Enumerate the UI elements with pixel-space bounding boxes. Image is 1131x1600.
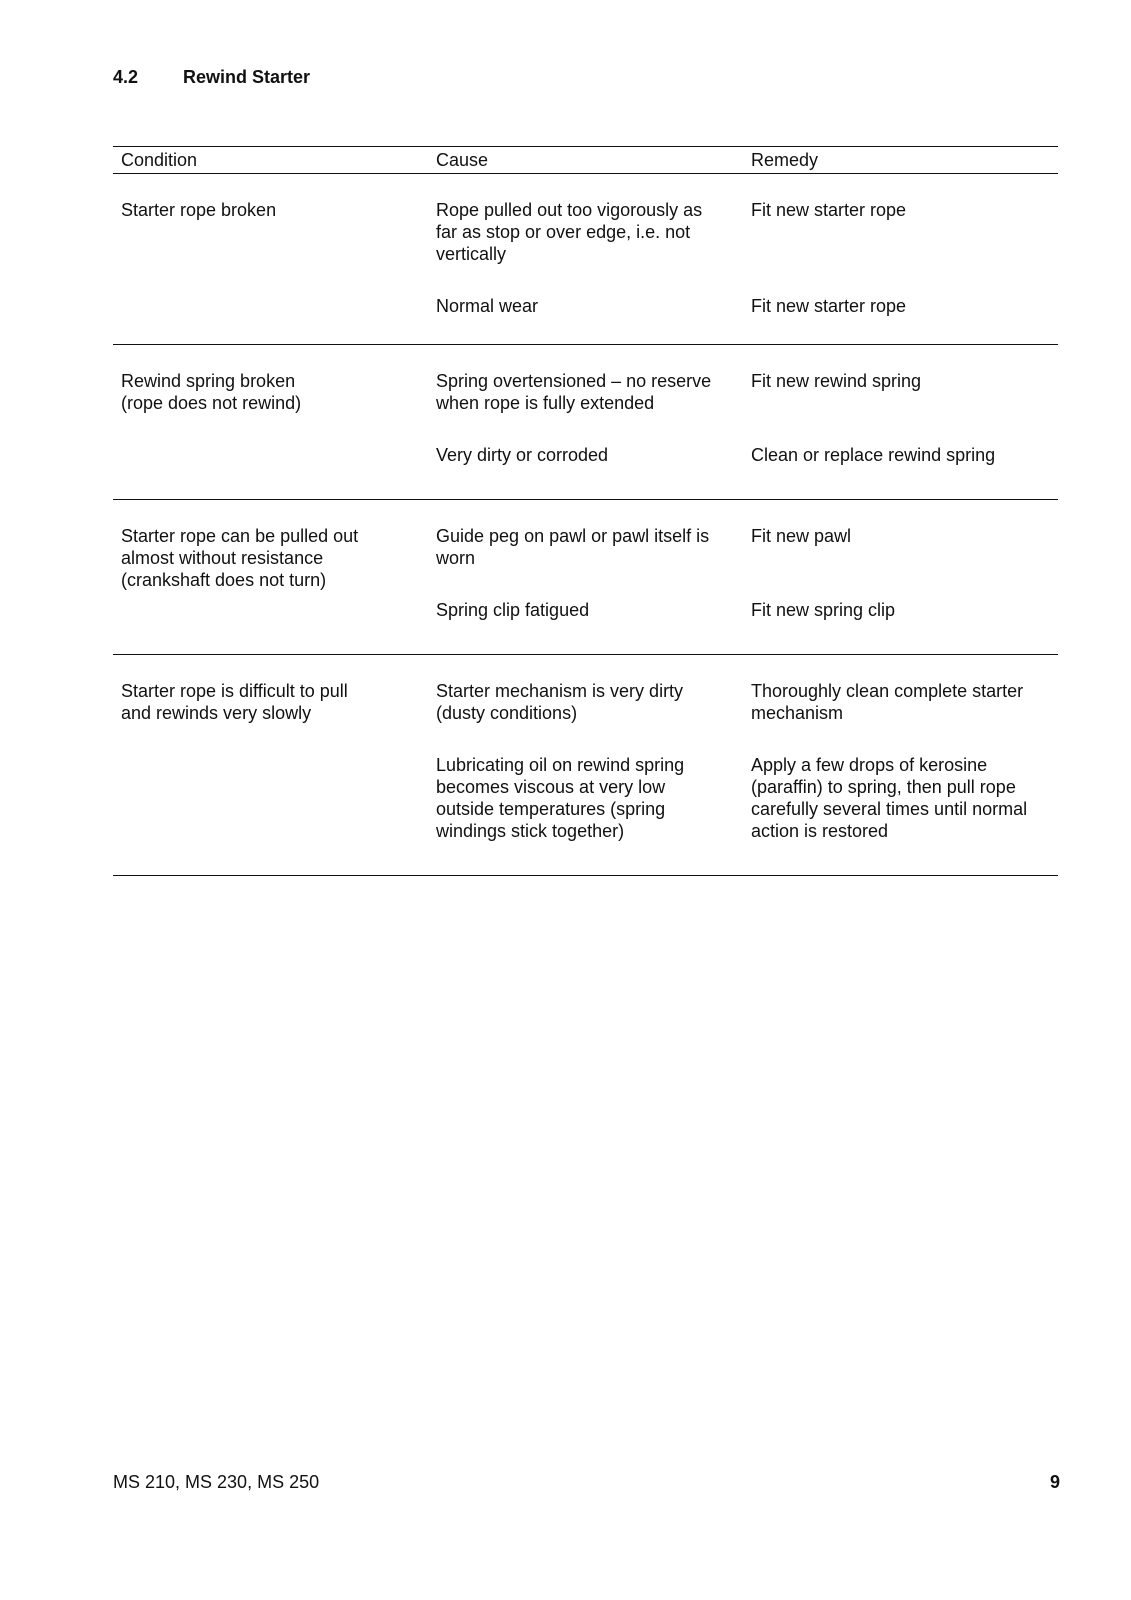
remedy-cell: Fit new pawl [751, 526, 852, 546]
section-title: Rewind Starter [183, 67, 311, 87]
cause-cell: Guide peg on pawl or pawl itself is worn [436, 526, 710, 568]
cause-cell: Rope pulled out too vigorously as far as stop or over edge, i.e. not vertically [436, 200, 703, 264]
header-remedy: Remedy [751, 150, 819, 170]
remedy-cell: Thoroughly clean complete starter mechanism [751, 681, 1024, 723]
cause-cell: Spring overtensioned – no reserve when rope is fully extended [436, 371, 712, 413]
table-group [113, 174, 1058, 345]
section-heading [113, 66, 310, 88]
remedy-cell: Fit new rewind spring [751, 371, 922, 391]
section-number: 4.2 [113, 67, 139, 87]
table-group [113, 500, 1058, 655]
remedy-cell: Fit new spring clip [751, 600, 896, 620]
header-condition: Condition [121, 150, 198, 170]
header-cause: Cause [436, 150, 489, 170]
table-header-row [113, 146, 1058, 174]
condition-cell: Rewind spring broken (rope does not rewind) [121, 371, 302, 413]
cause-cell: Lubricating oil on rewind spring becomes viscous at very low outside temperatures (spring windings stick together) [436, 755, 685, 841]
remedy-cell: Fit new starter rope [751, 296, 907, 316]
condition-cell: Starter rope broken [121, 200, 277, 220]
cause-cell: Very dirty or corroded [436, 445, 609, 465]
remedy-cell: Fit new starter rope [751, 200, 907, 220]
condition-cell: Starter rope is difficult to pull and rewinds very slowly [121, 681, 348, 723]
table-group [113, 345, 1058, 500]
page-number: 9 [1050, 1472, 1061, 1492]
remedy-cell: Apply a few drops of kerosine (paraffin) to spring, then pull rope carefully several times until normal action is restored [751, 755, 1028, 841]
table-group [113, 655, 1058, 876]
condition-cell: Starter rope can be pulled out almost without resistance (crankshaft does not turn) [121, 526, 359, 590]
cause-cell: Starter mechanism is very dirty (dusty conditions) [436, 681, 684, 723]
cause-cell: Spring clip fatigued [436, 600, 590, 620]
cause-cell: Normal wear [436, 296, 539, 316]
remedy-cell: Clean or replace rewind spring [751, 445, 996, 465]
footer-models: MS 210, MS 230, MS 250 [113, 1472, 320, 1492]
troubleshooting-table [113, 146, 1058, 876]
